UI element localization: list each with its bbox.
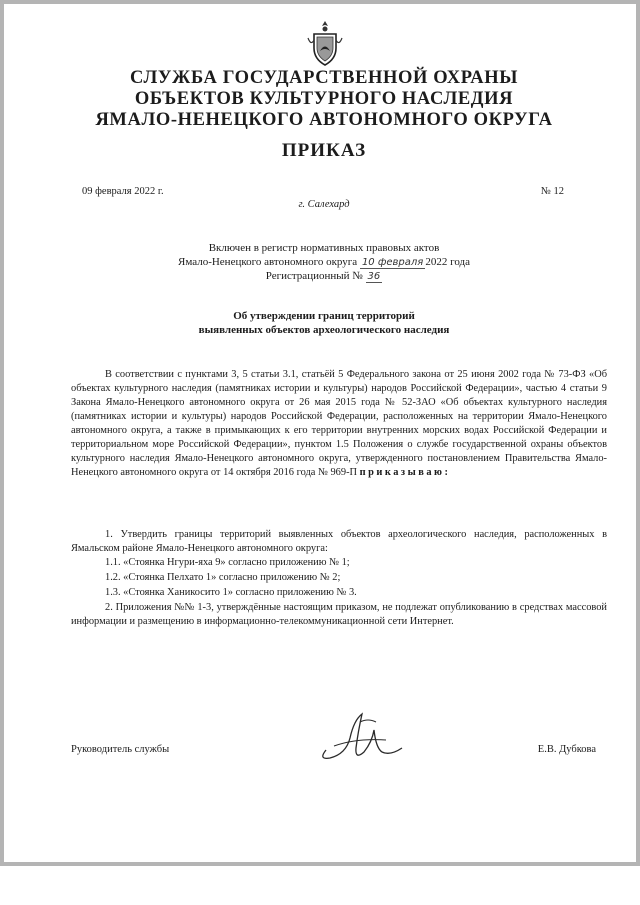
clause-2: 2. Приложения №№ 1-3, утверждённые настоящим приказом, не подлежат опубликованию в средствах массовой информации и размещению в информационно-телекоммуникационной сети Интернет.	[71, 602, 607, 627]
order-date: 09 февраля 2022 г.	[82, 186, 164, 197]
registry-line-3	[104, 270, 544, 282]
registry-line-1: Включен в регистр нормативных правовых актов	[208, 242, 440, 254]
registry-line-3-prefix: Регистрационный №	[265, 270, 363, 282]
registry-line-2-suffix: 2022 года	[425, 256, 470, 268]
header-line-3: ЯМАЛО-НЕНЕЦКОГО АВТОНОМНОГО ОКРУГА	[95, 110, 553, 130]
preamble-text: В соответствии с пунктами 3, 5 статьи 3.1, статьёй 5 Федерального закона от 25 июня 2002 года № 73-ФЗ «Об объектах культурного наследия (памятниках истории и культуры) народов Российской Федерации», частью 4 статьи 9 Закона Ямало-Ненецкого автономного округа от 26 мая 2015 года № 52-ЗАО «Об объектах культурного наследия (памятниках истории и культуры) народов Российской Федерации, расположенных на территории Ямало-Ненецкого автономного округа, а также в примыкающих к его территории внутренних морских водах Российской Федерации и территориальном море Российской Федерации», пунктом 1.5 Положения о службе государственной охраны объектов культурного наследия Ямало-Ненецкого автономного округа, утвержденного постановлением Правительства Ямало-Ненецкого автономного округа от 14 октября 2016 года № 969-П	[71, 369, 607, 478]
signatory-name: Е.В. Дубкова	[537, 744, 596, 755]
registry-line-2-prefix: Ямало-Ненецкого автономного округа	[178, 256, 358, 268]
handwritten-signature	[316, 708, 406, 768]
registry-handwritten-date: 10 февраля	[361, 257, 424, 268]
registry-line-2	[104, 256, 544, 268]
order-command: приказываю:	[359, 467, 451, 478]
document-type: ПРИКАЗ	[281, 140, 367, 161]
clause-1-1: 1.1. «Стоянка Нгури-яха 9» согласно приложению № 1;	[105, 557, 350, 568]
header-line-2: ОБЪЕКТОВ КУЛЬТУРНОГО НАСЛЕДИЯ	[134, 89, 514, 109]
header-line-1: СЛУЖБА ГОСУДАРСТВЕННОЙ ОХРАНЫ	[129, 68, 518, 88]
clause-1-3: 1.3. «Стоянка Ханикосито 1» согласно приложению № 3.	[105, 587, 357, 598]
clause-1: 1. Утвердить границы территорий выявленных объектов археологического наследия, расположенных в Ямальском районе Ямало-Ненецкого автономного округа:	[71, 529, 607, 554]
order-number: № 12	[540, 186, 564, 197]
registry-handwritten-number: 36	[367, 271, 381, 282]
clause-1-2: 1.2. «Стоянка Пелхато 1» согласно приложению № 2;	[105, 572, 341, 583]
preamble-paragraph	[71, 368, 607, 480]
subject-line-1: Об утверждении границ территорий	[233, 310, 415, 322]
subject-line-2: выявленных объектов археологического наследия	[198, 324, 450, 336]
order-city: г. Салехард	[298, 199, 350, 210]
coat-of-arms-icon	[305, 18, 345, 68]
signatory-role: Руководитель службы	[71, 744, 170, 755]
